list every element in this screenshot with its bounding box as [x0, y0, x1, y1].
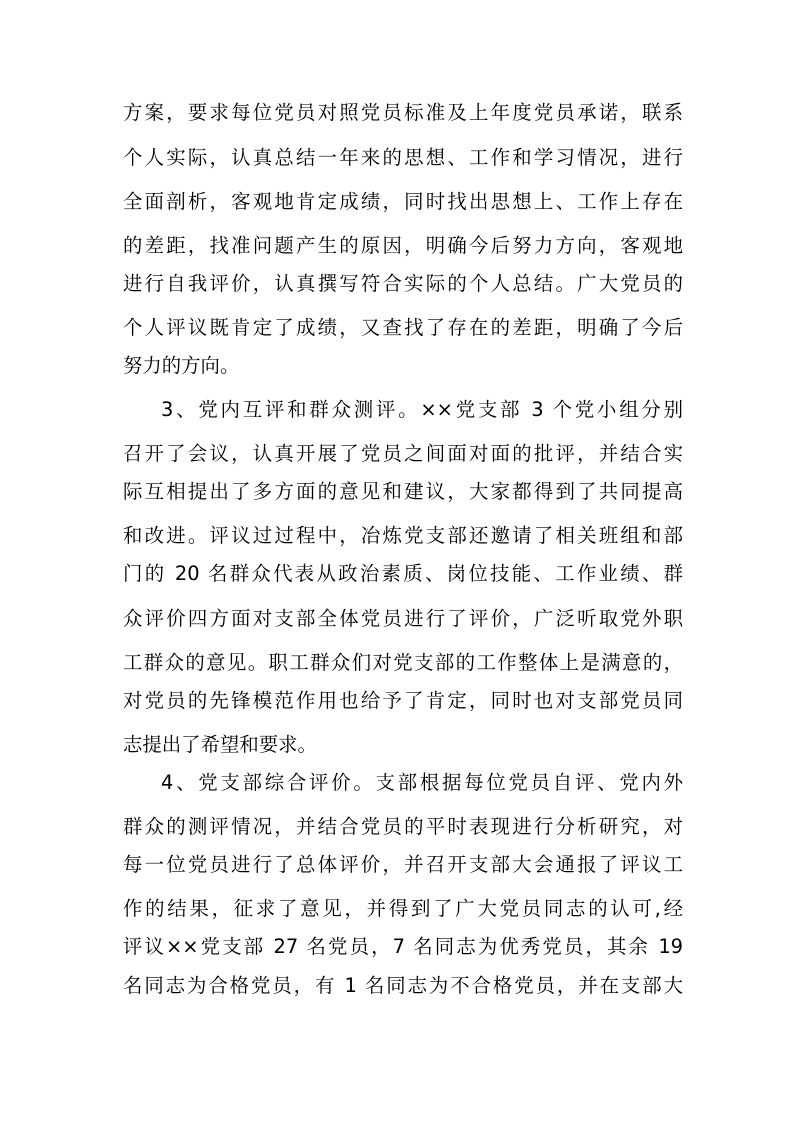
text-line: 志提出了希望和要求。	[123, 733, 317, 756]
text-line: 进行自我评价，认真撰写符合实际的个人总结。广大党员的	[123, 272, 683, 295]
text-line: 对党员的先锋模范作用也给予了肯定，同时也对支部党员同	[123, 689, 683, 712]
text-line: 努力的方向。	[123, 354, 240, 377]
text-line: 个人评议既肯定了成绩，又查找了存在的差距，明确了今后	[123, 316, 683, 339]
text-line: 群众的测评情况，并结合党员的平时表现进行分析研究，对	[123, 815, 683, 838]
text-line: 方案，要求每位党员对照党员标准及上年度党员承诺，联系	[123, 101, 683, 124]
text-line: 际互相提出了多方面的意见和建议，大家都得到了共同提高	[123, 480, 683, 503]
text-line: 作的结果，征求了意见，并得到了广大党员同志的认可,经	[123, 897, 683, 920]
text-line: 全面剖析，客观地肯定成绩，同时找出思想上、工作上存在	[123, 190, 683, 213]
text-line: 众评价四方面对支部全体党员进行了评价，广泛听取党外职	[123, 607, 683, 630]
text-line: 和改进。评议过过程中，冶炼党支部还邀请了相关班组和部	[123, 524, 683, 547]
text-line: 门的 20 名群众代表从政治素质、岗位技能、工作业绩、群	[123, 562, 683, 585]
text-line: 每一位党员进行了总体评价，并召开支部大会通报了评议工	[123, 853, 683, 876]
paragraph-4-first-line: 4、党支部综合评价。支部根据每位党员自评、党内外	[161, 771, 683, 794]
paragraph-3-first-line: 3、党内互评和群众测评。××党支部 3 个党小组分别	[161, 398, 683, 421]
text-line: 名同志为合格党员，有 1 名同志为不合格党员，并在支部大	[123, 974, 683, 997]
text-line: 工群众的意见。职工群众们对党支部的工作整体上是满意的，	[123, 651, 683, 674]
text-line: 评议××党支部 27 名党员，7 名同志为优秀党员，其余 19	[123, 935, 683, 958]
text-line: 召开了会议，认真开展了党员之间面对面的批评，并结合实	[123, 442, 683, 465]
text-line: 个人实际，认真总结一年来的思想、工作和学习情况，进行	[123, 146, 683, 169]
text-line: 的差距，找准问题产生的原因，明确今后努力方向，客观地	[123, 234, 683, 257]
